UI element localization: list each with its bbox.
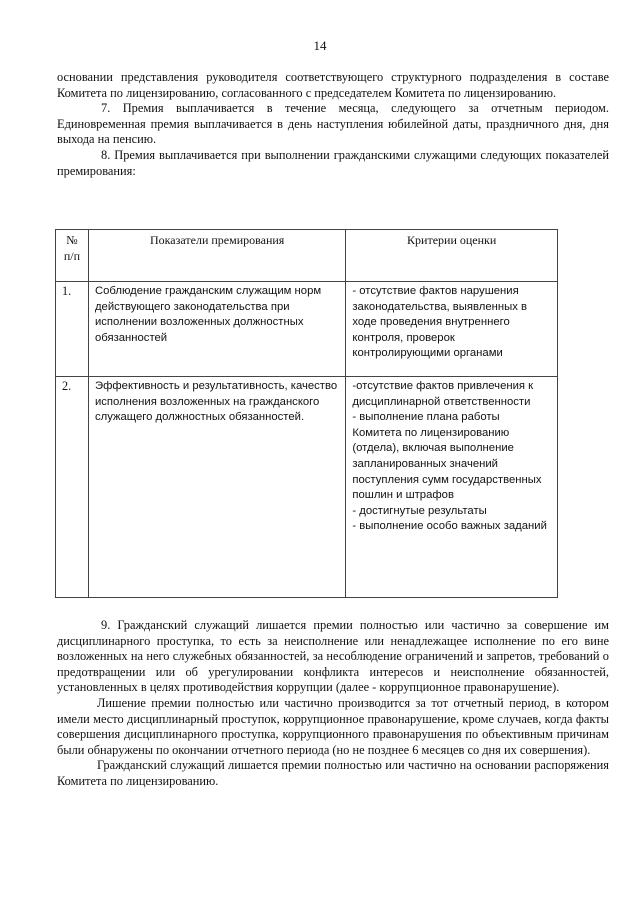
header-number: № п/п: [56, 230, 89, 282]
table-row: [56, 282, 558, 377]
item-7-paragraph: 7. Премия выплачивается в течение месяца, следующего за отчетным периодом. Единовременная премия выплачивается в день наступления юбилейной даты, праздничного дня, дня выхода на пенсию.: [57, 101, 609, 147]
page-number: 14: [313, 38, 327, 53]
row-criteria: [346, 282, 558, 377]
criteria-item: - выполнение плана работы Комитета по лицензированию (отдела), включая выполнение запланированных значений поступления сумм государственных пошлин и штрафов: [352, 411, 542, 502]
outro-section: [57, 618, 609, 790]
table-row: [56, 377, 558, 598]
criteria-item: -отсутствие фактов привлечения к дисциплинарной ответственности: [352, 380, 534, 408]
criteria-item: - отсутствие фактов нарушения законодательства, выявленных в ходе проведения внутреннего контроля, проверок контролирующими органами: [352, 285, 528, 360]
row-number: 1.: [56, 282, 89, 377]
criteria-item: - выполнение особо важных заданий: [352, 520, 547, 533]
row-number: 2.: [56, 377, 89, 598]
item-9-paragraph: 9. Гражданский служащий лишается премии полностью или частично за совершение им дисциплинарного проступка, то есть за неисполнение или ненадлежащее исполнение по его вине возложенных на него служебных обязанностей, за несоблюдение ограничений и запретов, требований о предотвращении или об урегулировании конфликта интересов и неисполнение обязанностей, установленных в целях противодействия коррупции (далее - коррупционное правонарушение).: [57, 618, 609, 695]
item-8-paragraph: 8. Премия выплачивается при выполнении гражданскими служащими следующих показателей премирования:: [57, 147, 609, 178]
row-indicator: Эффективность и результативность, качество исполнения возложенных на гражданского служащего должностных обязанностей.: [88, 377, 345, 598]
bonus-criteria-table: [55, 229, 558, 598]
row-indicator: Соблюдение гражданским служащим норм действующего законодательства при исполнении возложенных должностных обязанностей: [88, 282, 345, 377]
header-criteria: Критерии оценки: [346, 230, 558, 282]
header-indicator: Показатели премирования: [88, 230, 345, 282]
table-header-row: [56, 230, 558, 282]
basis-paragraph: Гражданский служащий лишается премии полностью или частично на основании распоряжения Комитета по лицензированию.: [57, 758, 609, 788]
row-criteria: [346, 377, 558, 598]
intro-section: [57, 70, 609, 179]
deprivation-paragraph: Лишение премии полностью или частично производится за тот отчетный период, в котором имели место дисциплинарный проступок, коррупционное правонарушение, кроме случаев, когда факты совершения дисциплинарного проступка, коррупционного правонарушения по объективным причинам были обнаружены по окончании отчетного периода (но не позднее 6 месяцев со дня их совершения).: [57, 695, 609, 757]
continuation-paragraph: основании представления руководителя соответствующего структурного подразделения в составе Комитета по лицензированию, согласованного с председателем Комитета по лицензированию.: [57, 70, 609, 100]
criteria-item: - достигнутые результаты: [352, 504, 487, 517]
